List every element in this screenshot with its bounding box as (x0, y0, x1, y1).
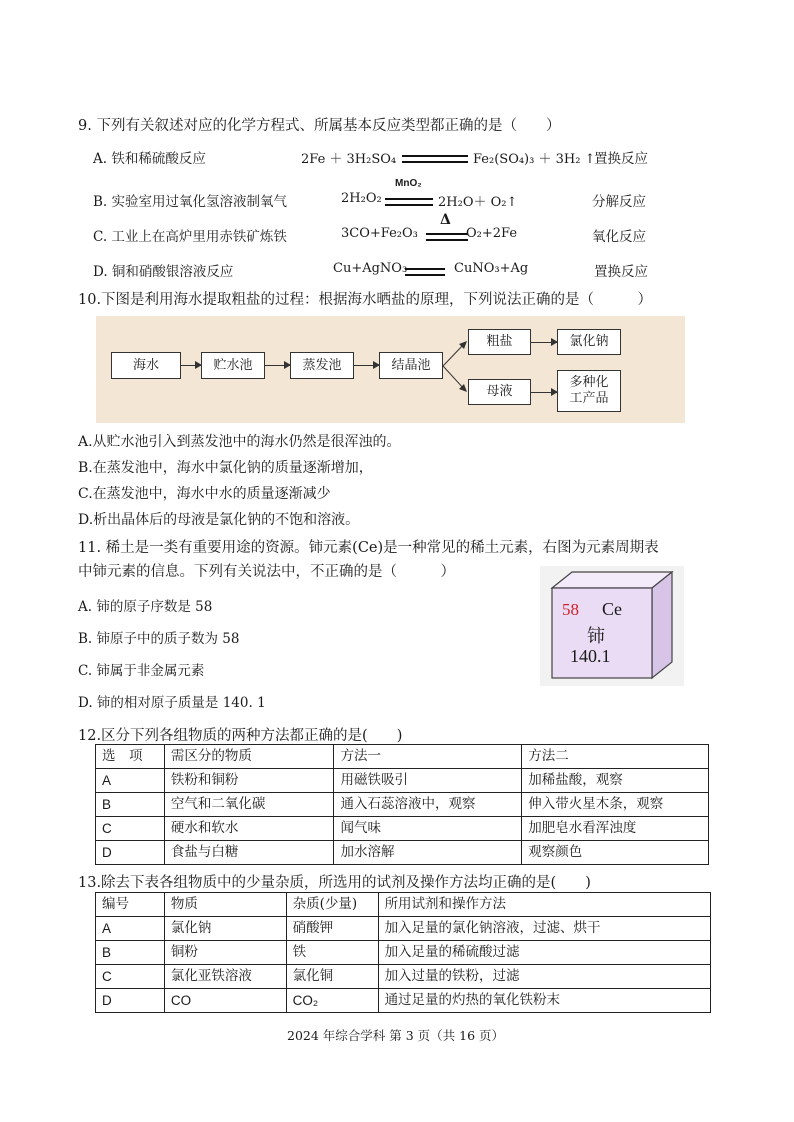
table-header-cell: 物质 (164, 893, 286, 917)
element-atomic-mass: 140.1 (570, 646, 611, 666)
arrow-right-icon (265, 365, 290, 366)
table-cell: 观察颜色 (522, 841, 709, 865)
element-card (540, 566, 684, 686)
table-cell: C (96, 965, 165, 989)
q13-title: 13.除去下表各组物质中的少量杂质，所选用的试剂及操作方法均正确的是( ) (78, 875, 591, 891)
q9-option-c-type: 氧化反应 (592, 229, 646, 245)
flow-box-storage-pool: 贮水池 (201, 352, 265, 379)
table-row (96, 841, 709, 865)
q9-option-b-condition: MnO₂ (395, 178, 422, 189)
q10-option-a: A.从贮水池引入到蒸发池中的海水仍然是很浑浊的。 (78, 434, 401, 450)
table-header-cell: 编号 (96, 893, 165, 917)
q10-option-b: B.在蒸发池中，海水中氯化钠的质量逐渐增加， (78, 460, 373, 476)
table-row (96, 817, 709, 841)
arrow-right-icon (181, 365, 201, 366)
table-row (96, 965, 711, 989)
q11-option-a: A. 铈的原子序数是 58 (78, 599, 213, 615)
table-cell: 铁 (286, 941, 378, 965)
table-cell: 空气和二氧化碳 (164, 793, 334, 817)
q9-option-c-lhs: 3CO+Fe₂O₃ (341, 226, 418, 241)
table-cell: 加入过量的铁粉，过滤 (378, 965, 710, 989)
arrow-right-icon (531, 392, 557, 393)
table-cell: 氯化钠 (164, 917, 286, 941)
table-header-cell: 所用试剂和操作方法 (378, 893, 710, 917)
q9-option-c-label: C. 工业上在高炉里用赤铁矿炼铁 (93, 229, 287, 245)
table-header-cell: 方法一 (334, 745, 522, 769)
table-cell: A (96, 917, 165, 941)
table-row (96, 989, 711, 1013)
equals-sign-icon (405, 264, 445, 280)
table-cell: 加稀盐酸，观察 (522, 769, 709, 793)
q11-line-2: 中铈元素的信息。下列有关说法中，不正确的是（ ） (78, 564, 455, 580)
q9-option-a-rhs: Fe₂(SO₄)₃ ＋ 3H₂ ↑ (473, 152, 596, 167)
q9-option-b-rhs: 2H₂O＋ O₂↑ (438, 195, 518, 210)
arrow-right-icon (354, 365, 379, 366)
q9-option-a-type: 置换反应 (594, 151, 648, 167)
table-header-cell: 方法二 (522, 745, 709, 769)
q9-option-c-condition: Δ (440, 212, 451, 228)
q11-option-d: D. 铈的相对原子质量是 140. 1 (78, 695, 266, 711)
table-row (96, 793, 709, 817)
table-cell: 伸入带火星木条，观察 (522, 793, 709, 817)
table-cell: 硝酸钾 (286, 917, 378, 941)
branch-arrows-icon (443, 338, 469, 396)
table-cell: 铜粉 (164, 941, 286, 965)
table-header-cell: 杂质(少量) (286, 893, 378, 917)
element-atomic-number: 58 (562, 600, 579, 619)
q9-option-a-lhs: 2Fe ＋ 3H₂SO₄ (301, 152, 397, 167)
q10-option-c: C.在蒸发池中，海水中水的质量逐渐减少 (78, 486, 331, 502)
q9-option-b-label: B. 实验室用过氧化氢溶液制氧气 (93, 194, 288, 210)
flow-box-chemical-products: 多种化工产品 (557, 370, 621, 412)
arrow-right-icon (531, 342, 557, 343)
q12-title: 12.区分下列各组物质的两种方法都正确的是( ) (78, 728, 403, 744)
element-symbol: Ce (602, 599, 622, 619)
table-cell: 加肥皂水看浑浊度 (522, 817, 709, 841)
table-header-cell: 选 项 (96, 745, 165, 769)
table-row (96, 941, 711, 965)
table-cell: 铁粉和铜粉 (164, 769, 334, 793)
q9-option-a-label: A. 铁和稀硫酸反应 (93, 151, 206, 167)
equals-sign-icon (426, 229, 468, 245)
q9-option-b-type: 分解反应 (592, 194, 646, 210)
equals-sign-icon (385, 194, 433, 210)
equals-sign-icon (402, 151, 468, 167)
table-header-cell: 需区分的物质 (164, 745, 334, 769)
element-name: 铈 (587, 626, 605, 647)
flow-box-seawater: 海水 (111, 352, 181, 379)
table-cell: 氯化铜 (286, 965, 378, 989)
table-cell: 硬水和软水 (164, 817, 334, 841)
table-header-row (96, 745, 709, 769)
table-row (96, 917, 711, 941)
table-cell: 氯化亚铁溶液 (164, 965, 286, 989)
table-cell: D (96, 989, 165, 1013)
q10-title: 10.下图是利用海水提取粗盐的过程：根据海水晒盐的原理，下列说法正确的是（ ） (78, 292, 653, 308)
table-cell: 加入足量的稀硫酸过滤 (378, 941, 710, 965)
table-cell: B (96, 793, 165, 817)
element-cube-icon (540, 566, 684, 686)
q10-option-d: D.析出晶体后的母液是氯化钠的不饱和溶液。 (78, 512, 360, 528)
table-cell: 加水溶解 (334, 841, 522, 865)
flow-box-mother-liquor: 母液 (468, 379, 531, 405)
table-cell: D (96, 841, 165, 865)
table-cell: CO (164, 989, 286, 1013)
q11-option-b: B. 铈原子中的质子数为 58 (78, 631, 240, 647)
flow-box-crude-salt: 粗盐 (468, 329, 531, 355)
q9-option-d-type: 置换反应 (594, 264, 648, 280)
table-cell: C (96, 817, 165, 841)
q9-option-d-rhs: CuNO₃+Ag (454, 261, 529, 276)
q9-option-d-label: D. 铜和硝酸银溶液反应 (93, 264, 234, 280)
table-row (96, 769, 709, 793)
q9-option-d-lhs: Cu+AgNO₃ (333, 261, 408, 276)
flow-box-sodium-chloride: 氯化钠 (557, 329, 621, 355)
table-cell: 用磁铁吸引 (334, 769, 522, 793)
q11-option-c: C. 铈属于非金属元素 (78, 663, 205, 679)
q12-table (95, 744, 709, 865)
table-cell: 加入足量的氯化钠溶液，过滤、烘干 (378, 917, 710, 941)
table-cell: 闻气味 (334, 817, 522, 841)
table-cell: 食盐与白糖 (164, 841, 334, 865)
table-cell: B (96, 941, 165, 965)
table-cell: 通入石蕊溶液中，观察 (334, 793, 522, 817)
flow-box-evaporation-pool: 蒸发池 (290, 352, 354, 379)
page-footer: 2024 年综合学科 第 3 页（共 16 页） (287, 1028, 505, 1043)
q9-title: 9. 下列有关叙述对应的化学方程式、所属基本反应类型都正确的是（ ） (78, 118, 561, 134)
q11-line-1: 11. 稀土是一类有重要用途的资源。铈元素(Ce)是一种常见的稀土元素，右图为元素周期表 (78, 540, 659, 556)
table-cell: CO₂ (286, 989, 378, 1013)
table-cell: 通过足量的灼热的氧化铁粉末 (378, 989, 710, 1013)
table-header-row (96, 893, 711, 917)
q9-option-c-rhs: O₂+2Fe (466, 226, 518, 241)
q13-table (95, 892, 711, 1013)
table-cell: A (96, 769, 165, 793)
q9-option-b-lhs: 2H₂O₂ (341, 191, 382, 206)
flow-box-crystallization-pool: 结晶池 (379, 352, 443, 379)
